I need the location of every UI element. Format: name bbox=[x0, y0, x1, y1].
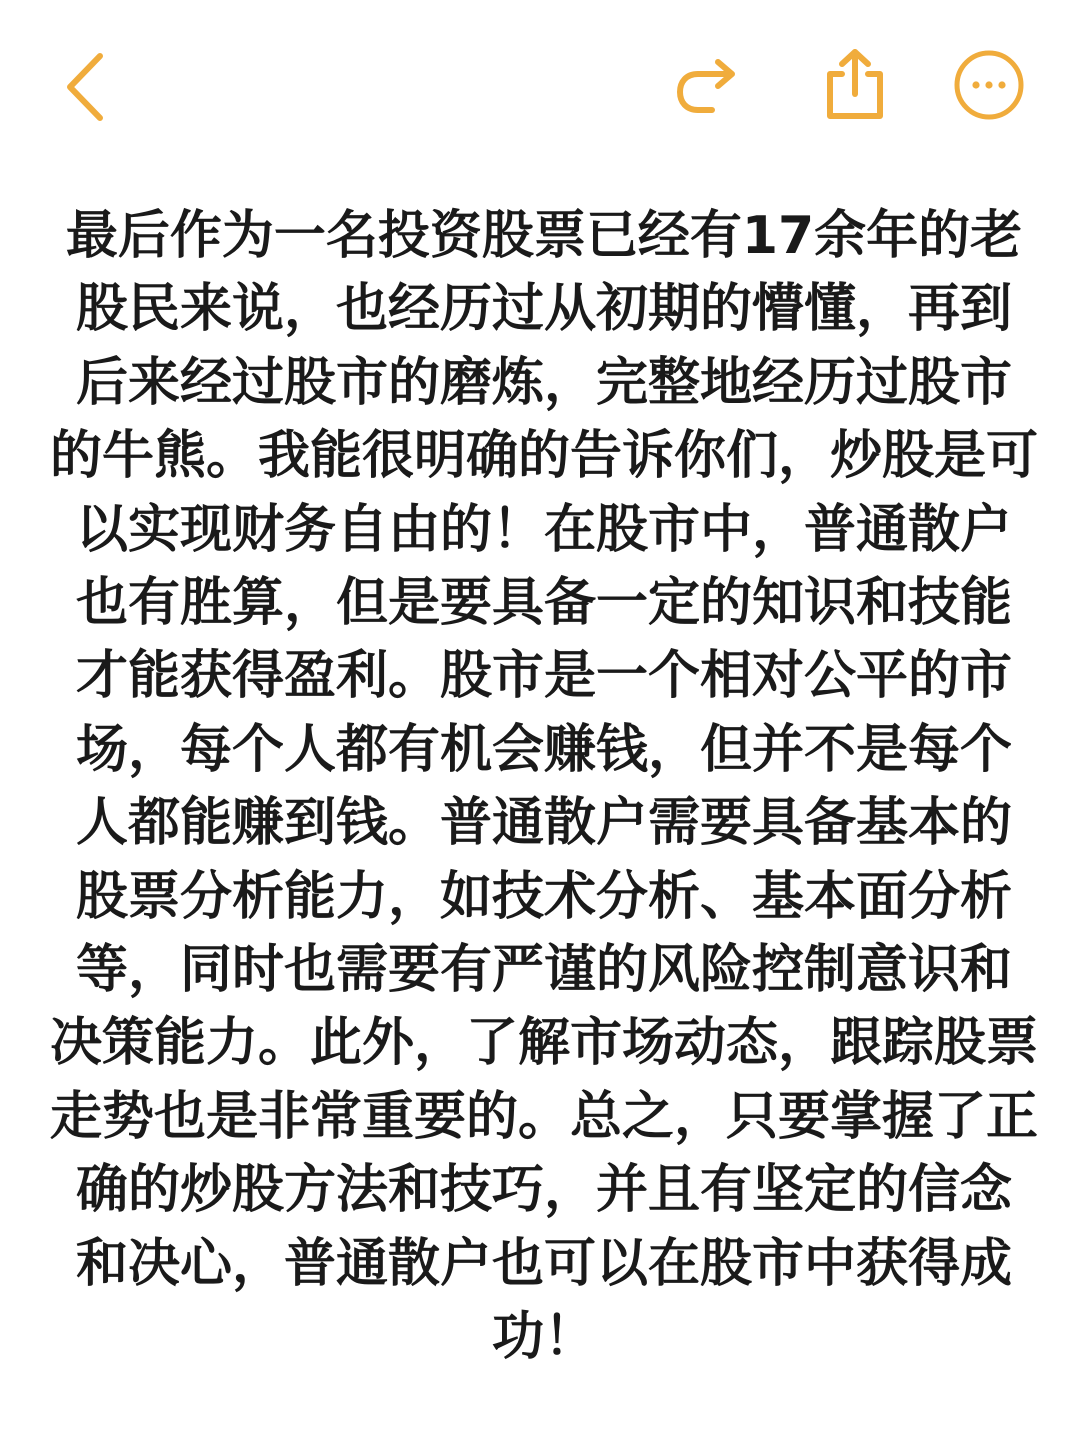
note-line: 最后作为一名投资股票已经有17余年的老 bbox=[65, 206, 1023, 266]
note-line: 功！ bbox=[491, 1307, 596, 1368]
note-line: 等，同时也需要有严谨的风险控制意识和 bbox=[75, 940, 1012, 1001]
chevron-left-icon bbox=[55, 48, 115, 126]
redo-button[interactable] bbox=[672, 52, 742, 116]
redo-icon bbox=[672, 52, 742, 116]
back-button[interactable] bbox=[55, 48, 115, 126]
note-line: 场，每个人都有机会赚钱，但并不是每个 bbox=[75, 719, 1012, 780]
more-icon bbox=[952, 48, 1026, 122]
note-body[interactable] bbox=[50, 200, 1038, 1400]
note-line: 也有胜算，但是要具备一定的知识和技能 bbox=[75, 573, 1012, 634]
note-line: 以实现财务自由的！在股市中，普通散户 bbox=[75, 499, 1012, 560]
note-line: 人都能赚到钱。普通散户需要具备基本的 bbox=[75, 793, 1012, 854]
top-toolbar bbox=[0, 0, 1080, 170]
note-line: 后来经过股市的磨炼，完整地经历过股市 bbox=[75, 352, 1012, 413]
note-line: 和决心，普通散户也可以在股市中获得成 bbox=[75, 1233, 1012, 1294]
note-line: 才能获得盈利。股市是一个相对公平的市 bbox=[75, 646, 1012, 707]
note-line: 股民来说，也经历过从初期的懵懂，再到 bbox=[75, 279, 1012, 340]
share-icon bbox=[822, 46, 888, 122]
note-line: 决策能力。此外，了解市场动态，跟踪股票 bbox=[50, 1013, 1039, 1074]
note-line: 确的炒股方法和技巧，并且有坚定的信念 bbox=[75, 1160, 1012, 1221]
note-line: 的牛熊。我能很明确的告诉你们，炒股是可 bbox=[50, 426, 1039, 487]
share-button[interactable] bbox=[822, 46, 888, 122]
more-button[interactable] bbox=[952, 48, 1026, 122]
note-line: 走势也是非常重要的。总之，只要掌握了正 bbox=[50, 1086, 1039, 1147]
note-text bbox=[50, 200, 1038, 1375]
note-line: 股票分析能力，如技术分析、基本面分析 bbox=[75, 866, 1012, 927]
